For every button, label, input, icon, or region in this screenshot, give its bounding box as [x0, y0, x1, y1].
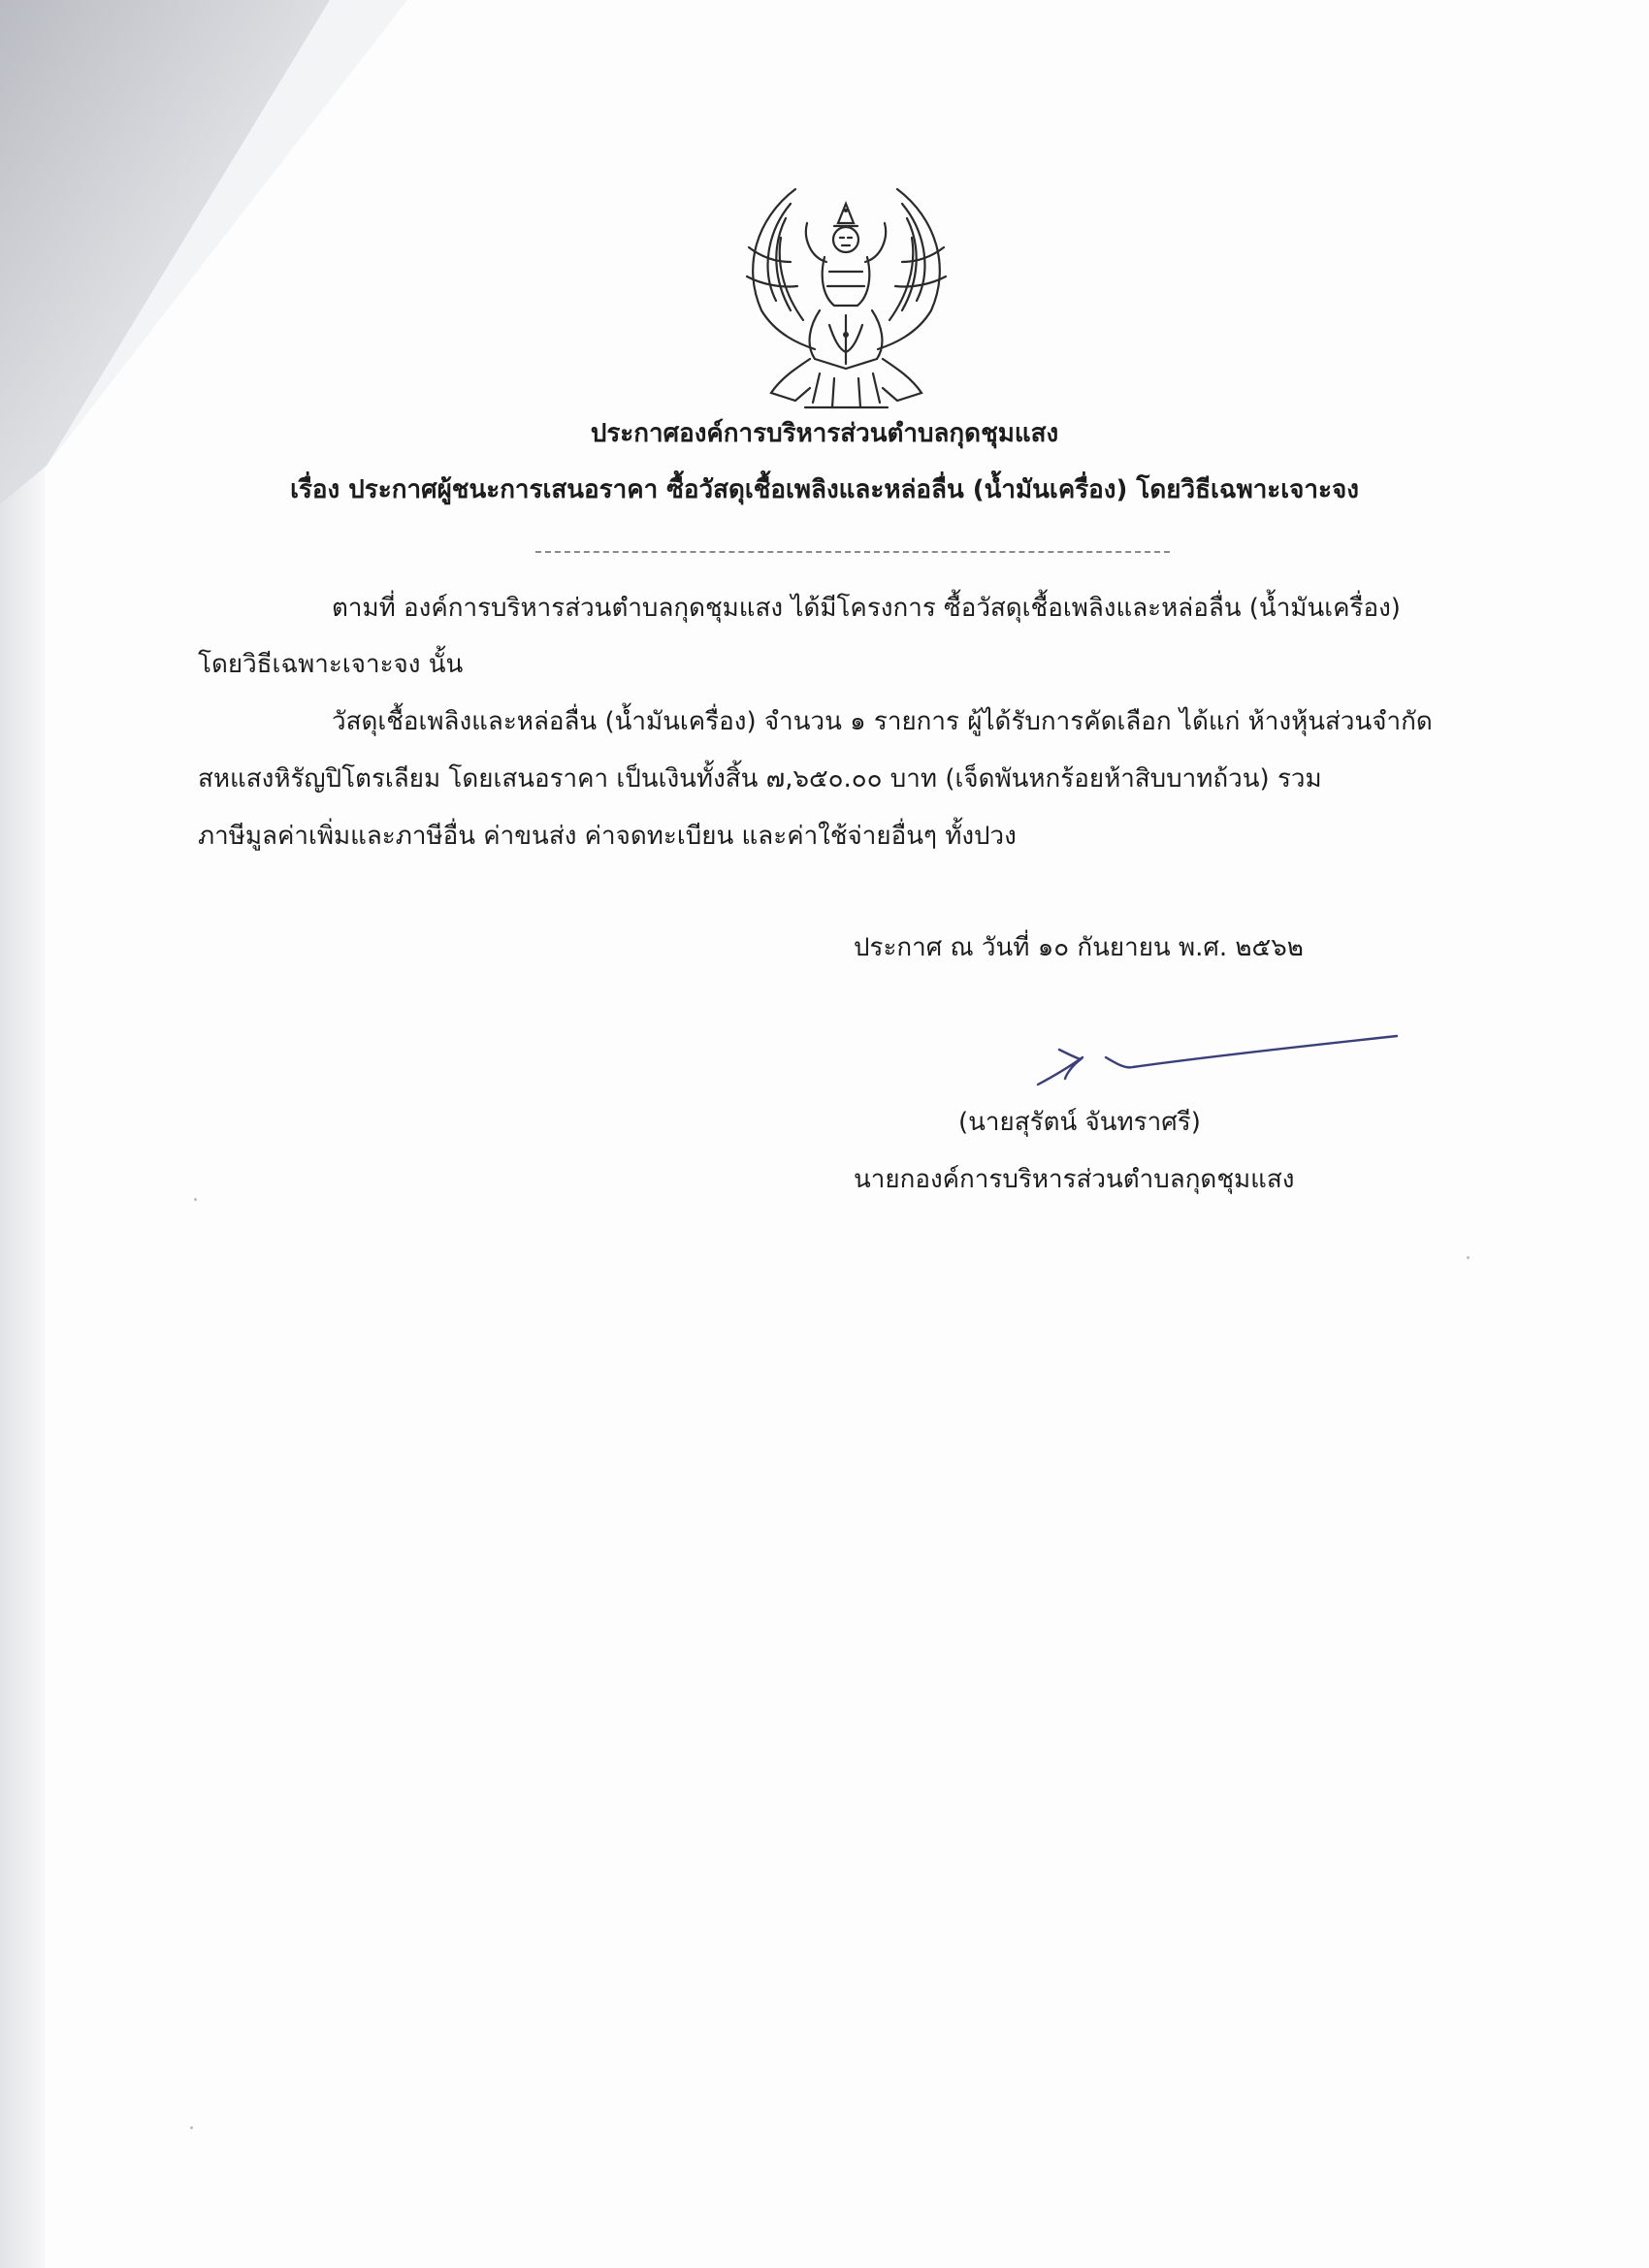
handwritten-signature-icon: [1018, 1028, 1406, 1096]
announcement-title: ประกาศองค์การบริหารส่วนตำบลกุดชุมแสง: [590, 419, 1059, 448]
scan-speck: [1467, 1256, 1470, 1259]
scan-speck: [194, 1198, 197, 1201]
paragraph-2-line-2: สหแสงหิรัญปิโตรเลียม โดยเสนอราคา เป็นเงินทั้งสิ้น ๗,๖๕๐.๐๐ บาท (เจ็ดพันหกร้อยห้าสิบบาทถ้วน) รวม: [198, 764, 1322, 794]
paragraph-2-line-1: วัสดุเชื้อเพลิงและหล่อลื่น (น้ำมันเครื่อง) จำนวน ๑ รายการ ผู้ได้รับการคัดเลือก ได้แก่ ห้างหุ้นส่วนจำกัด: [332, 707, 1433, 736]
paragraph-2-line-3: ภาษีมูลค่าเพิ่มและภาษีอื่น ค่าขนส่ง ค่าจดทะเบียน และค่าใช้จ่ายอื่นๆ ทั้งปวง: [198, 822, 1017, 851]
signer-name: (นายสุรัตน์ จันทราศรี): [958, 1108, 1201, 1137]
garuda-emblem-icon: [737, 179, 955, 412]
announcement-date: ประกาศ ณ วันที่ ๑๐ กันยายน พ.ศ. ๒๕๖๒: [854, 933, 1304, 962]
separator-line: [535, 551, 1170, 553]
paragraph-1-line-2: โดยวิธีเฉพาะเจาะจง นั้น: [198, 650, 464, 679]
signer-position: นายกองค์การบริหารส่วนตำบลกุดชุมแสง: [854, 1165, 1295, 1194]
scan-speck: [190, 2126, 193, 2129]
announcement-subject: เรื่อง ประกาศผู้ชนะการเสนอราคา ซื้อวัสดุเชื้อเพลิงและหล่อลื่น (น้ำมันเครื่อง) โดยวิธีเฉพาะเจาะจง: [290, 475, 1359, 504]
paragraph-1-line-1: ตามที่ องค์การบริหารส่วนตำบลกุดชุมแสง ได้มีโครงการ ซื้อวัสดุเชื้อเพลิงและหล่อลื่น (น้ำมันเครื่อง): [332, 594, 1401, 623]
